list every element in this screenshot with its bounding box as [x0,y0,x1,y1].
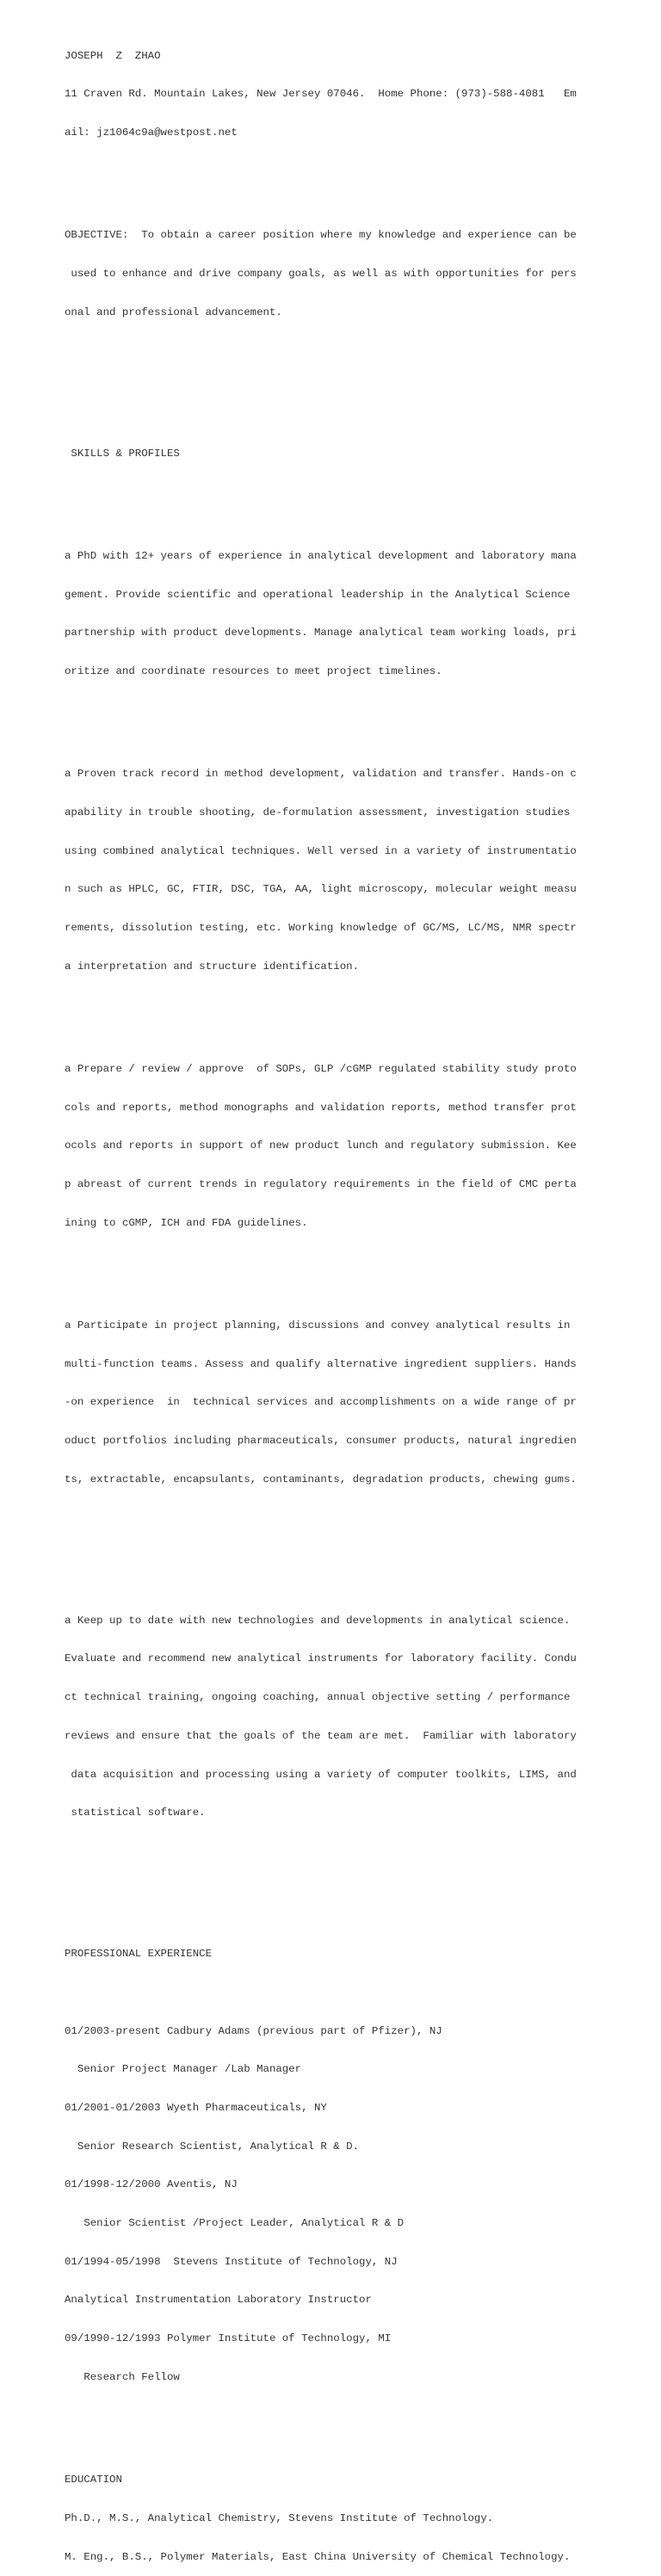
spacer [65,1550,650,1563]
experience-line: Analytical Instrumentation Laboratory Instructor [65,2294,372,2307]
section-heading-experience: PROFESSIONAL EXPERIENCE [65,1948,213,1961]
skills-line: partnership with product developments. Manage analytical team working loads, pri [65,627,577,639]
skills-line: p abreast of current trends in regulatory requirements in the field of CMC perta [65,1178,577,1191]
contact-line: 11 Craven Rd. Mountain Lakes, New Jersey 07046. Home Phone: (973)-588-4081 Em [65,88,577,101]
spacer [65,1884,650,1897]
skills-line: -on experience in technical services and accomplishments on a wide range of pr [65,1396,577,1409]
experience-line: Senior Research Scientist, Analytical R & D. [65,2140,360,2153]
experience-line: 01/1998-12/2000 Aventis, NJ [65,2178,238,2191]
skills-line: apability in trouble shooting, de-formulation assessment, investigation studies [65,806,571,819]
skills-line: ct technical training, ongoing coaching, annual objective setting / performance [65,1691,571,1704]
skills-line: cols and reports, method monographs and validation reports, method transfer prot [65,1101,577,1114]
skills-line: a Proven track record in method development, validation and transfer. Hands-on c [65,768,577,781]
spacer [65,344,650,357]
skills-line: multi-function teams. Assess and qualify alternative ingredient suppliers. Hands [65,1357,577,1370]
skills-line: a Prepare / review / approve of SOPs, GLP /cGMP regulated stability study proto [65,1062,577,1075]
experience-line: 01/1994-05/1998 Stevens Institute of Technology, NJ [65,2255,398,2268]
objective-line: OBJECTIVE: To obtain a career position where my knowledge and experience can be [65,229,577,242]
skills-line: a Participate in project planning, discussions and convey analytical results in [65,1319,571,1331]
skills-line: a Keep up to date with new technologies and developments in analytical science. [65,1614,571,1627]
section-heading-education: EDUCATION [65,2474,122,2486]
skills-line: Evaluate and recommend new analytical instruments for laboratory facility. Condu [65,1652,577,1665]
skills-line: n such as HPLC, GC, FTIR, DSC, TGA, AA, light microscopy, molecular weight measu [65,883,577,896]
section-heading-skills: SKILLS & PROFILES [65,447,180,460]
experience-line: Senior Scientist /Project Leader, Analytical R & D [65,2217,405,2230]
spacer [65,2410,650,2423]
skills-line: ocols and reports in support of new product lunch and regulatory submission. Kee [65,1140,577,1152]
experience-line: 01/2003-present Cadbury Adams (previous part of Pfizer), NJ [65,2024,442,2037]
skills-line: ts, extractable, encapsulants, contaminants, degradation products, chewing gums. [65,1473,577,1486]
skills-line: oduct portfolios including pharmaceuticals, consumer products, natural ingredien [65,1435,577,1448]
skills-line: statistical software. [65,1807,206,1819]
spacer [65,998,650,1011]
skills-line: reviews and ensure that the goals of the team are met. Familiar with laboratory [65,1729,577,1742]
spacer [65,485,650,498]
experience-line: 01/2001-01/2003 Wyeth Pharmaceuticals, NY [65,2101,327,2114]
objective-line: onal and professional advancement. [65,306,282,318]
experience-line: Senior Project Manager /Lab Manager [65,2063,302,2076]
objective-line: used to enhance and drive company goals, as well as with opportunities for pers [65,268,577,281]
spacer [65,1255,650,1268]
spacer [65,1845,650,1858]
skills-line: a PhD with 12+ years of experience in analytical development and laboratory mana [65,549,577,562]
skills-line: ining to cGMP, ICH and FDA guidelines. [65,1216,308,1229]
resume-document [65,11,650,2576]
spacer [65,383,650,396]
skills-line: a interpretation and structure identification. [65,960,360,973]
experience-line: 09/1990-12/1993 Polymer Institute of Technology, MI [65,2332,392,2345]
spacer [65,1986,650,1999]
spacer [65,704,650,717]
skills-line: rements, dissolution testing, etc. Working knowledge of GC/MS, LC/MS, NMR spectr [65,922,577,935]
spacer [65,1512,650,1525]
skills-line: using combined analytical techniques. Well versed in a variety of instrumentatio [65,844,577,857]
skills-line: oritize and coordinate resources to meet project timelines. [65,665,442,677]
experience-line: Research Fellow [65,2370,180,2383]
skills-line: gement. Provide scientific and operational leadership in the Analytical Science [65,588,571,601]
education-line: M. Eng., B.S., Polymer Materials, East China University of Chemical Technology. [65,2550,571,2563]
spacer [65,165,650,178]
education-line: Ph.D., M.S., Analytical Chemistry, Stevens Institute of Technology. [65,2511,494,2524]
resume-name: JOSEPH Z ZHAO [65,49,161,62]
skills-line: data acquisition and processing using a variety of computer toolkits, LIMS, and [65,1768,577,1781]
contact-line: ail: jz1064c9a@westpost.net [65,127,238,139]
